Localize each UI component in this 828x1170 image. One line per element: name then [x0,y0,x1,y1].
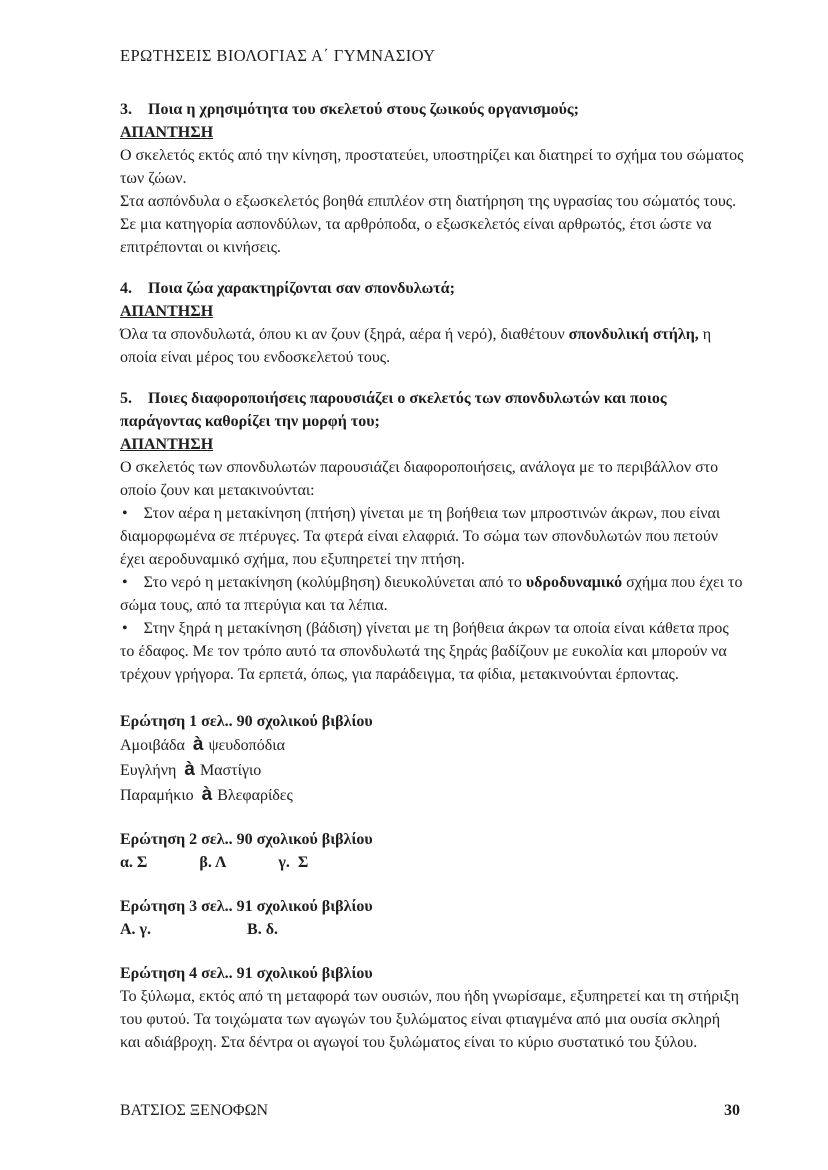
bullet-marker: • [122,505,128,522]
mapping-line [120,758,744,783]
bullet-marker: • [122,574,128,591]
answer-bold-text: σπονδυλική στήλη, [568,326,699,343]
question-block-4 [120,277,744,369]
bullet-item [120,617,744,686]
bullet-text: Στην ξηρά η μετακίνηση (βάδιση) γίνεται με τη βοήθεια άκρων τα οποία είναι κάθετα προς το έδαφος. Με τον τρόπο αυτό τα σπονδυλωτά της ξηράς βαδίζουν με ευκολία και μπορούν να τρέχουν γρήγορα. Τα ερπετά, όπως, για παράδειγμα, τα φίδια, μετακινούνται έρποντας. [120,620,729,683]
mapping-right: ψευδοπόδια [208,737,285,754]
question-block-5 [120,387,744,686]
question-title-text: Ποιες διαφοροποιήσεις παρουσιάζει ο σκελετός των σπονδυλωτών και ποιος παράγοντας καθορίζει την μορφή του; [120,390,667,430]
arrow-icon: à [201,784,213,805]
answer-text: η οποία είναι μέρος του ενδοσκελετού τους. [120,326,712,366]
mapping-line [120,783,744,808]
page-footer [120,1102,740,1120]
bullet-text: Στο νερό η μετακίνηση (κολύμβηση) διευκολύνεται από το [143,574,526,591]
question-4-heading [120,277,744,300]
page-content [120,46,744,1054]
question-title-text: Ποια ζώα χαρακτηρίζονται σαν σπονδυλωτά; [148,280,455,297]
exercise-3-heading: Ερώτηση 3 σελ.. 91 σχολικού βιβλίου [120,898,373,915]
answer-item: α. Σ [120,854,148,871]
mapping-right: Μαστίγιο [199,762,262,779]
exercise-4-heading: Ερώτηση 4 σελ.. 91 σχολικού βιβλίου [120,965,373,982]
answer-paragraph [120,323,744,369]
exercise-answers [120,851,744,875]
mapping-line [120,733,744,758]
document-title: ΕΡΩΤΗΣΕΙΣ ΒΙΟΛΟΓΙΑΣ Α΄ ΓΥΜΝΑΣΙΟΥ [120,46,436,65]
mapping-right: Βλεφαρίδες [217,787,293,804]
bullet-item [120,571,744,617]
answer-paragraph: Στα ασπόνδυλα ο εξωσκελετός βοηθά επιπλέον στη διατήρηση της υγρασίας του σώματός τους. Σε μια κατηγορία ασπονδύλων, τα αρθρόποδα, ο εξωσκελετός είναι αρθρωτός, έτσι ώστε να επιτρέπονται οι κινήσεις. [120,193,737,256]
answer-item: Β. δ. [247,921,279,938]
answer-item: γ. Σ [278,854,309,871]
author-name: ΒΑΤΣΙΟΣ ΞΕΝΟΦΩΝ [120,1102,269,1119]
exercise-block-4 [120,962,744,1054]
exercise-paragraph: Το ξύλωμα, εκτός από τη μεταφορά των ουσιών, που ήδη γνωρίσαμε, εξυπηρετεί και τη στήριξη του φυτού. Τα τοιχώματα των αγωγών του ξυλώματος είναι φτιαγμένα από μια ουσία σκληρή και αδιάβροχη. Στα δέντρα οι αγωγοί του ξυλώματος είναι το κύριο συστατικό του ξύλου. [120,988,739,1051]
bullet-text: σχήμα που έχει το σώμα τους, από τα πτερύγια και τα λέπια. [120,574,743,614]
mapping-left: Ευγλήνη [120,762,177,779]
question-title-text: Ποια η χρησιμότητα του σκελετού στους ζωικούς οργανισμούς; [148,101,580,118]
arrow-icon: à [192,734,204,755]
question-number: 3. [120,101,132,118]
question-3-heading [120,98,744,121]
question-number: 4. [120,280,132,297]
bullet-text: Στον αέρα η μετακίνηση (πτήση) γίνεται με τη βοήθεια των μπροστινών άκρων, που είναι διαμορφωμένα σε πτέρυγες. Τα φτερά είναι ελαφριά. Το σώμα των σπονδυλωτών που πετούν έχει αεροδυναμικό σχήμα, που εξυπηρετεί την πτήση. [120,505,721,568]
answer-label: ΑΠΑΝΤΗΣΗ [120,436,214,453]
question-5-heading [120,387,744,433]
exercise-block-1 [120,710,744,808]
answer-paragraph: Ο σκελετός των σπονδυλωτών παρουσιάζει διαφοροποιήσεις, ανάλογα με το περιβάλλον στο οποίο ζουν και μετακινούνται: [120,459,719,499]
bullet-marker: • [122,620,128,637]
question-block-3 [120,98,744,259]
exercise-1-heading: Ερώτηση 1 σελ.. 90 σχολικού βιβλίου [120,713,373,730]
exercise-2-heading: Ερώτηση 2 σελ.. 90 σχολικού βιβλίου [120,831,373,848]
answer-text: Όλα τα σπονδυλωτά, όπου κι αν ζουν (ξηρά, αέρα ή νερό), διαθέτουν [120,326,569,343]
answer-item: Α. γ. [120,921,152,938]
exercise-block-2 [120,828,744,875]
exercise-answers [120,918,744,942]
answer-label: ΑΠΑΝΤΗΣΗ [120,124,214,141]
question-number: 5. [120,390,132,407]
exercise-block-3 [120,895,744,942]
answer-item: β. Λ [199,854,227,871]
answer-label: ΑΠΑΝΤΗΣΗ [120,303,214,320]
arrow-icon: à [184,759,195,780]
mapping-left: Αμοιβάδα [120,737,185,754]
answer-paragraph: Ο σκελετός εκτός από την κίνηση, προστατεύει, υποστηρίζει και διατηρεί το σχήμα του σώματος των ζώων. [120,147,744,187]
bullet-bold-text: υδροδυναμικό [525,574,623,591]
bullet-item [120,502,744,571]
page-number: 30 [724,1102,740,1119]
mapping-left: Παραμήκιο [120,787,194,804]
